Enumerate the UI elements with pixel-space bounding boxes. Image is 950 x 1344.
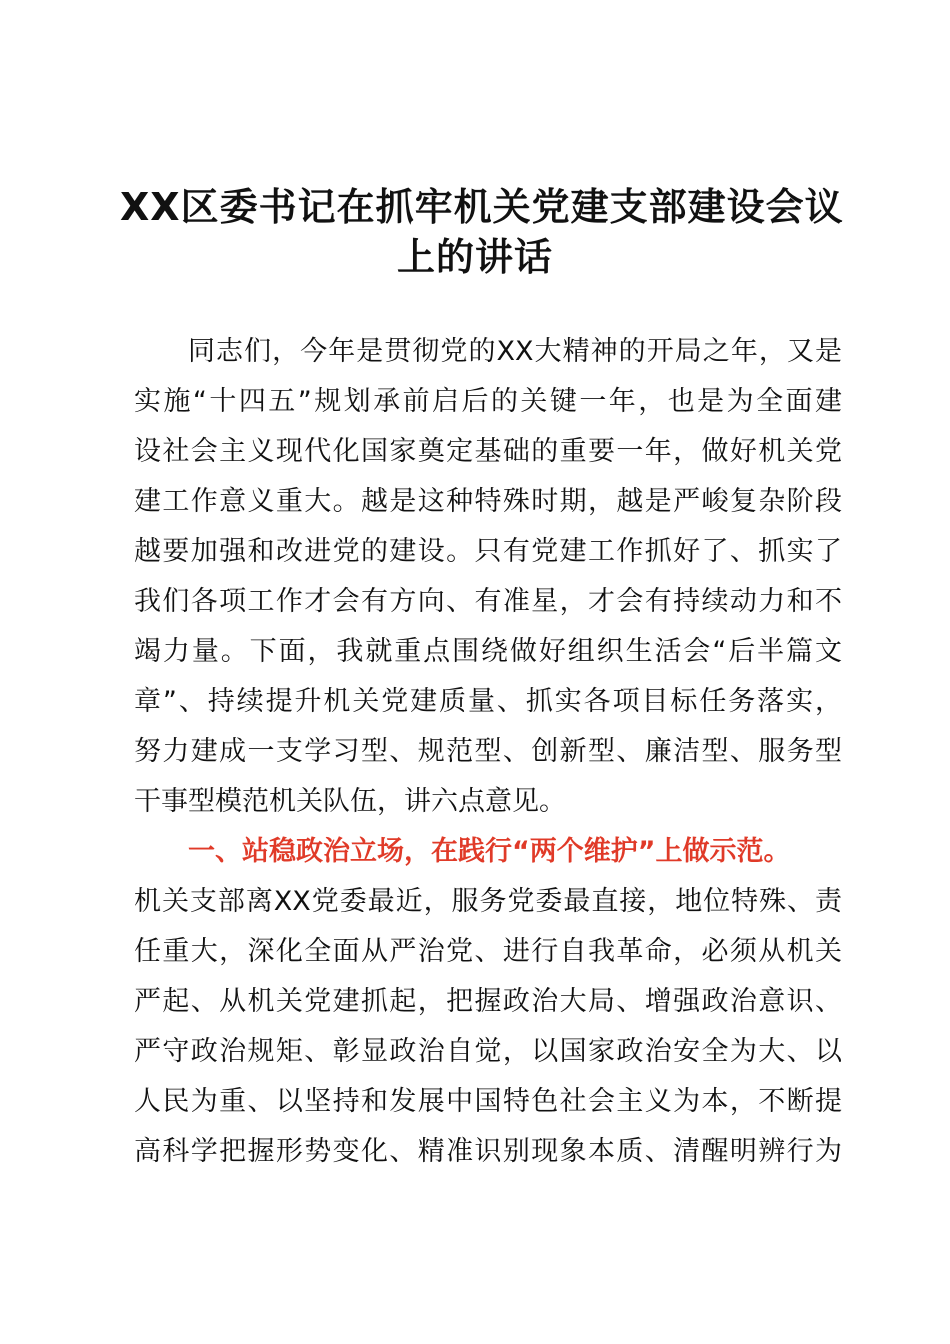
paragraph-2-line-1: 机关支部离XX党委最近，服务党委最直接，地位特殊、责 — [134, 886, 842, 917]
paragraph-1-line-2: 实施“十四五”规划承前启后的关键一年，也是为全面建 — [134, 386, 842, 417]
section-1-heading: 一、站稳政治立场，在践行“两个维护”上做示范。 — [188, 836, 791, 867]
paragraph-1-line-6: 我们各项工作才会有方向、有准星，才会有持续动力和不 — [134, 586, 842, 617]
paragraph-1-line-9: 努力建成一支学习型、规范型、创新型、廉洁型、服务型 — [134, 736, 842, 767]
paragraph-1-line-1: 同志们，今年是贯彻党的XX大精神的开局之年，又是 — [188, 336, 842, 367]
paragraph-2-line-2: 任重大，深化全面从严治党、进行自我革命，必须从机关 — [134, 936, 842, 967]
document-title-line-2: 上的讲话 — [396, 235, 553, 279]
paragraph-1-line-4: 建工作意义重大。越是这种特殊时期，越是严峻复杂阶段 — [134, 486, 842, 517]
paragraph-2-line-3: 严起、从机关党建抓起，把握政治大局、增强政治意识、 — [134, 986, 842, 1017]
paragraph-2-line-6: 高科学把握形势变化、精准识别现象本质、清醒明辨行为 — [134, 1136, 842, 1167]
paragraph-1-line-8: 章”、持续提升机关党建质量、抓实各项目标任务落实， — [134, 686, 842, 717]
paragraph-2-line-4: 严守政治规矩、彰显政治自觉，以国家政治安全为大、以 — [134, 1036, 842, 1067]
paragraph-1-line-10: 干事型模范机关队伍，讲六点意见。 — [134, 786, 566, 817]
paragraph-1-line-5: 越要加强和改进党的建设。只有党建工作抓好了、抓实了 — [134, 536, 842, 567]
paragraph-1-line-3: 设社会主义现代化国家奠定基础的重要一年，做好机关党 — [134, 436, 842, 467]
paragraph-2-line-5: 人民为重、以坚持和发展中国特色社会主义为本，不断提 — [134, 1086, 842, 1117]
paragraph-1-line-7: 竭力量。下面，我就重点围绕做好组织生活会“后半篇文 — [134, 636, 842, 667]
document-title-line-1: XX区委书记在抓牢机关党建支部建设会议 — [120, 185, 844, 229]
